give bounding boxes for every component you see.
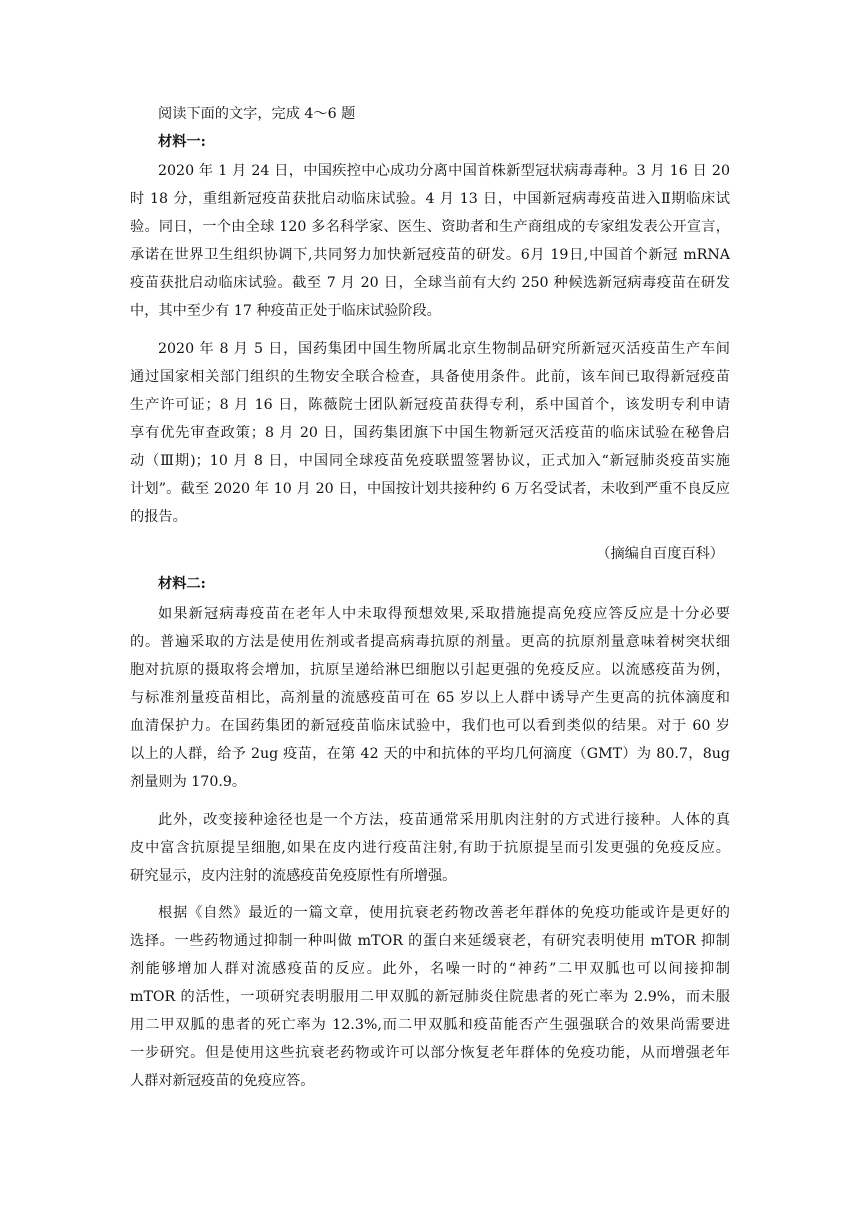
paragraph-line: 中，其中至少有 17 种疫苗正处于临床试验阶段。 [130,303,441,319]
paragraph-line: 研究显示，皮内注射的流感疫苗免疫原性有所增强。 [130,868,457,884]
paragraph-line: 胞对抗原的摄取将会增加，抗原呈递给淋巴细胞以引起更强的免疫反应。以流感疫苗为例， [130,662,730,678]
paragraph-line: 此外，改变接种途径也是一个方法，疫苗通常采用肌肉注射的方式进行接种。人体的真 [158,812,730,828]
paragraph-line: 的报告。 [130,509,187,525]
paragraph-line: 动（Ⅲ期)；10 月 8 日，中国同全球疫苗免疫联盟签署协议，正式加入“新冠肺炎疫苗实施 [130,453,730,469]
paragraph-line: 的。普遍采取的方法是使用佐剂或者提高病毒抗原的剂量。更高的抗原剂量意味着树突状细 [130,634,730,650]
paragraph-line: 选择。一些药物通过抑制一种叫做 mTOR 的蛋白来延缓衰老，有研究表明使用 mTOR 抑制 [130,933,730,949]
paragraph-line: 用二甲双胍的患者的死亡率为 12.3%,而二甲双胍和疫苗能否产生强强联合的效果尚需要进 [130,1017,730,1033]
paragraph-line: 验。同日，一个由全球 120 多名科学家、医生、资助者和生产商组成的专家组发表公开宣言， [130,219,730,235]
paragraph-line: 以上的人群，给予 2ug 疫苗，在第 42 天的中和抗体的平均几何滴度（GMT）为 80.7，8ug [130,746,730,762]
paragraph-line: 皮中富含抗原提呈细胞,如果在皮内进行疫苗注射,有助于抗原提呈而引发更强的免疫反应。 [130,840,730,856]
source-citation: （摘编自百度百科） [596,546,724,562]
paragraph-line: mTOR 的活性，一项研究表明服用二甲双胍的新冠肺炎住院患者的死亡率为 2.9%，而未服 [130,989,730,1005]
paragraph-line: 享有优先审查政策；8 月 20 日，国药集团旗下中国生物新冠灭活疫苗的临床试验在秘鲁启 [130,425,730,441]
paragraph-line: 血清保护力。在国药集团的新冠疫苗临床试验中，我们也可以看到类似的结果。对于 60 岁 [130,718,730,734]
paragraph-line: 如果新冠病毒疫苗在老年人中未取得预想效果,采取措施提高免疫应答反应是十分必要 [158,606,730,622]
paragraph-line: 一步研究。但是使用这些抗衰老药物或许可以部分恢复老年群体的免疫功能，从而增强老年 [130,1045,730,1061]
paragraph-line: 剂量则为 170.9。 [130,774,247,790]
paragraph-line: 根据《自然》最近的一篇文章，使用抗衰老药物改善老年群体的免疫功能或许是更好的 [158,905,730,921]
paragraph-line: 2020 年 8 月 5 日，国药集团中国生物所属北京生物制品研究所新冠灭活疫苗生产车间 [158,341,730,357]
paragraph-line: 承诺在世界卫生组织协调下,共同努力加快新冠疫苗的研发。6月 19日,中国首个新冠 mRNA [130,247,730,263]
paragraph-line: 2020 年 1 月 24 日，中国疾控中心成功分离中国首株新型冠状病毒毒种。3 月 16 日 20 [158,163,730,179]
material-one-heading: 材料一: [158,134,206,150]
paragraph-line: 疫苗获批启动临床试验。截至 7 月 20 日，全球当前有大约 250 种候选新冠病毒疫苗在研发 [130,275,730,291]
paragraph-line: 与标准剂量疫苗相比，高剂量的流感疫苗可在 65 岁以上人群中诱导产生更高的抗体滴度和 [130,690,730,706]
paragraph-line: 人群对新冠疫苗的免疫应答。 [130,1073,315,1089]
paragraph-line: 生产许可证；8 月 16 日，陈薇院士团队新冠疫苗获得专利，系中国首个，该发明专利申请 [130,397,730,413]
paragraph-line: 剂能够增加人群对流感疫苗的反应。此外，名噪一时的“神药”二甲双胍也可以间接抑制 [130,961,730,977]
paragraph-line: 计划”。截至 2020 年 10 月 20 日，中国按计划共接种约 6 万名受试者，未收到严重不良反应 [130,481,730,497]
reading-instruction: 阅读下面的文字，完成 4～6 题 [158,106,356,122]
paragraph-line: 通过国家相关部门组织的生物安全联合检查，具备使用条件。此前，该车间已取得新冠疫苗 [130,369,730,385]
paragraph-line: 时 18 分，重组新冠疫苗获批启动临床试验。4 月 13 日，中国新冠病毒疫苗进入Ⅱ期临床试 [130,191,730,207]
material-two-heading: 材料二: [158,576,206,592]
